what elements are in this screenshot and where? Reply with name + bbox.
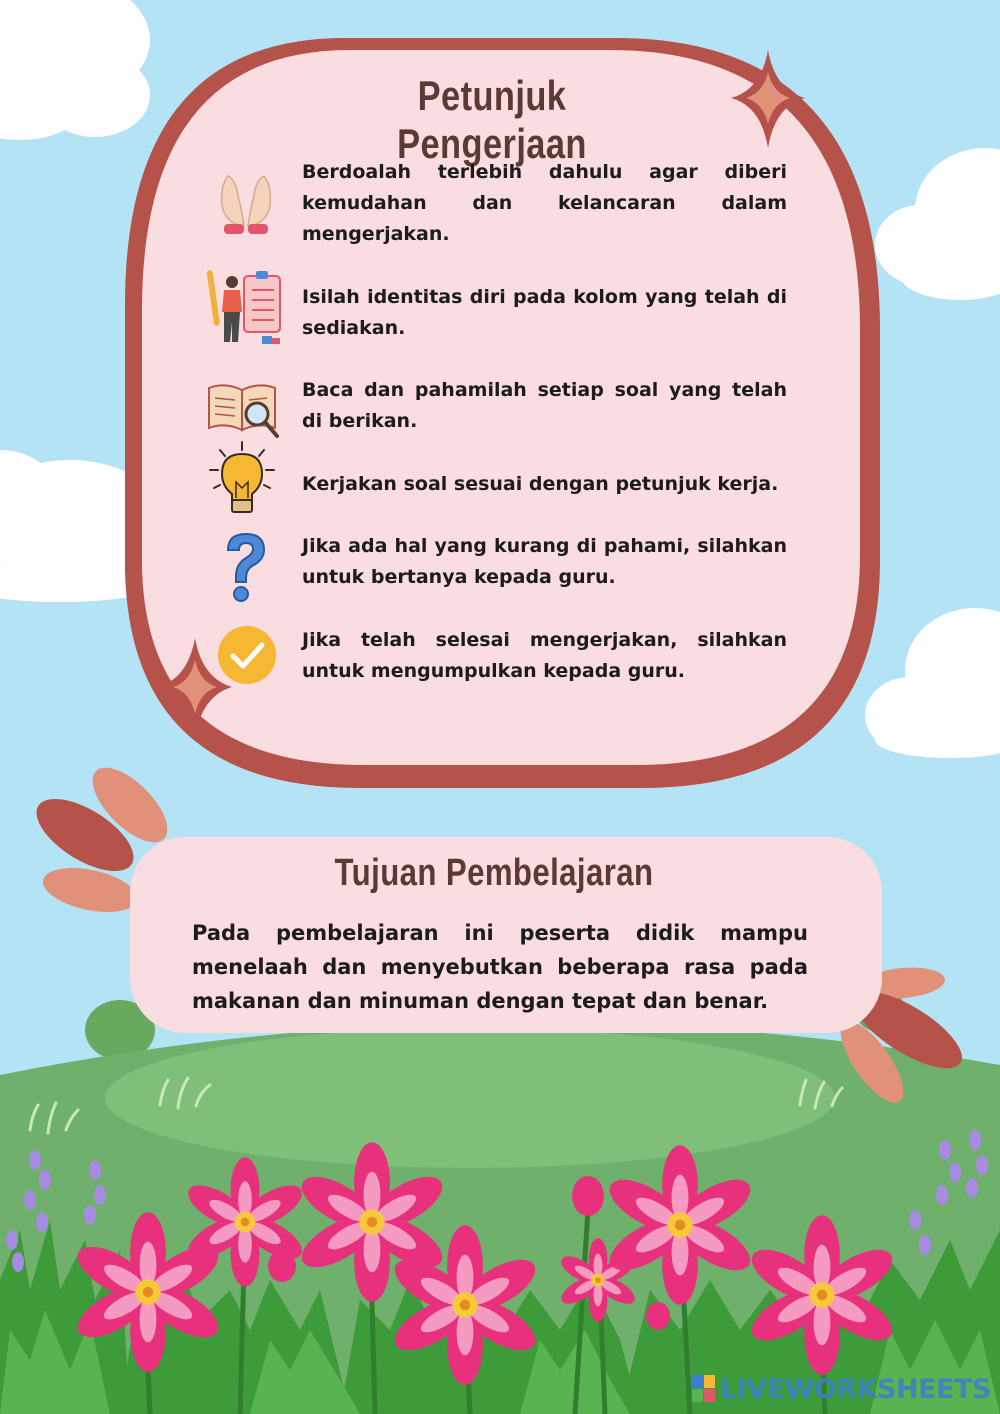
instruction-step-4: Kerjakan soal sesuai dengan petunjuk kerja. <box>302 473 779 495</box>
question-mark-icon <box>220 530 270 604</box>
instructions-title: Petunjuk Pengerjaan <box>397 72 587 167</box>
instruction-step-1: Berdoalah terlebih dahulu agar diberi kemudahan dan kelancaran dalam mengerjakan. <box>302 161 787 245</box>
praying-hands-icon <box>214 166 278 238</box>
instruction-step-5: Jika ada hal yang kurang di pahami, silahkan untuk bertanya kepada guru. <box>302 535 787 588</box>
cloud-top-left <box>0 0 150 140</box>
hill-clearing <box>105 1028 835 1168</box>
clipboard-person-icon <box>204 266 286 348</box>
checkmark-circle-icon <box>217 625 277 685</box>
lightbulb-icon <box>206 440 278 520</box>
book-magnifier-icon <box>205 378 283 442</box>
instruction-step-3: Baca dan pahamilah setiap soal yang telah di berikan. <box>302 379 787 432</box>
instruction-step-2: Isilah identitas diri pada kolom yang telah di sediakan. <box>302 286 787 339</box>
liveworksheets-logo-icon <box>692 1375 716 1403</box>
goal-text: Pada pembelajaran ini peserta didik mampu menelaah dan menyebutkan beberapa rasa pada makanan dan minuman dengan tepat dan benar. <box>192 921 808 1013</box>
watermark <box>692 1372 991 1406</box>
goal-title: Tujuan Pembelajaran <box>334 852 654 894</box>
instruction-step-6: Jika telah selesai mengerjakan, silahkan untuk mengumpulkan kepada guru. <box>302 629 787 682</box>
watermark-text: LIVEWORKSHEETS <box>720 1373 991 1405</box>
